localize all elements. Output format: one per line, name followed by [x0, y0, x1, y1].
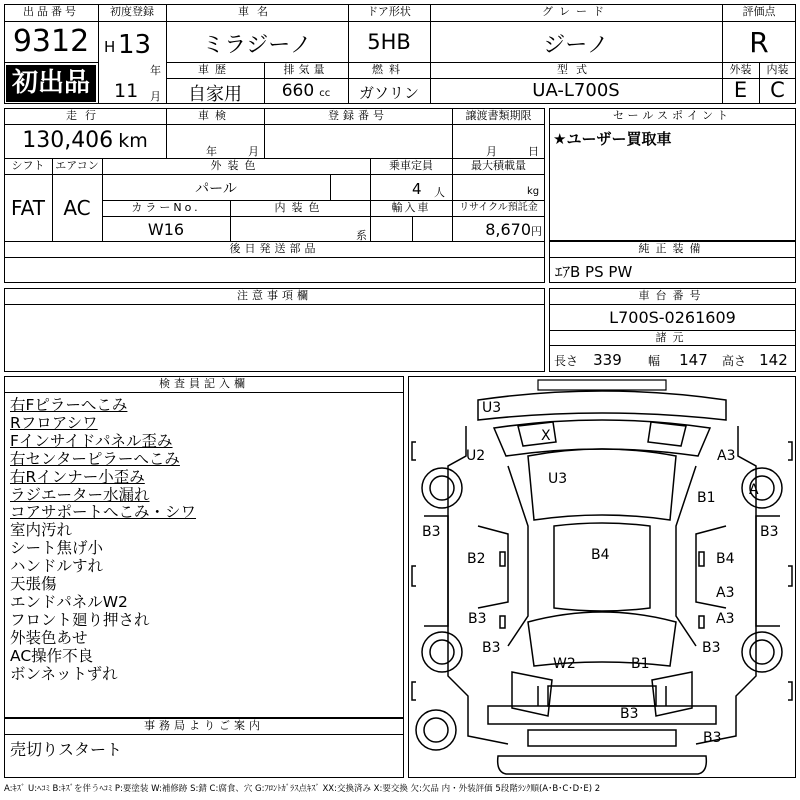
shift-label: シフト: [11, 159, 45, 172]
notes-label: 注意事項欄: [237, 289, 312, 302]
mark-b3-lw: B3: [482, 640, 501, 656]
mark-w2: W2: [553, 656, 576, 672]
office-label: 事務局よりご案内: [144, 719, 264, 732]
interior-color-unit: 系: [356, 229, 367, 242]
equipment-text: ｴｱB PS PW: [555, 263, 633, 281]
reg-no-label: 登録番号: [328, 109, 388, 122]
mark-b1-c: B1: [631, 656, 650, 672]
reg-label: 初度登録: [110, 5, 154, 18]
mark-a3-r: A3: [717, 448, 736, 464]
inspector-line: エンドパネルW2: [10, 592, 128, 611]
inspector-label: 検査員記入欄: [159, 377, 249, 390]
legend: A:ｷｽﾞ U:ﾍｺﾐ B:ｷｽﾞを伴うﾍｺﾐ P:要塗装 W:補修跡 S:錆 C:腐食、穴 G:ﾌﾛﾝﾄｶﾞﾗｽ点ｷｽﾞ XX:交換済み X:要交換 欠:欠品 内・外装評価 5段階ﾗﾝｸ順(A･B･C･D･E) 2: [4, 784, 601, 794]
equipment-label: 純正装備: [638, 242, 707, 255]
score: R: [749, 26, 769, 59]
inspector-line: AC操作不良: [10, 646, 94, 665]
door: 5HB: [367, 30, 411, 54]
capacity-value: 4: [412, 180, 422, 198]
spec-width: [648, 350, 718, 369]
lot-no: 9312: [12, 24, 90, 59]
recycle-value: 8,670: [485, 220, 531, 239]
ext-score: E: [733, 78, 748, 102]
recycle: [452, 220, 542, 239]
interior-color-label: 内装色: [274, 201, 326, 214]
insp-year-unit: 年: [206, 145, 217, 158]
mark-b3-bot: B3: [620, 706, 639, 722]
lot-no-label: 出品番号: [23, 5, 79, 18]
int-label: 内装: [766, 63, 789, 76]
inspector-line: 右Rインナー小歪み: [10, 467, 145, 486]
mark-b3-l2: B3: [468, 611, 487, 627]
inspector-line: ラジエーター水漏れ: [10, 485, 150, 504]
mileage-unit: km: [118, 130, 148, 152]
displacement: [264, 81, 348, 101]
color-no-label: カラーNo.: [131, 201, 201, 214]
model-label: 型式: [557, 63, 595, 76]
inspection-label: 車検: [198, 109, 232, 122]
office-text: 売切りスタート: [10, 740, 123, 759]
inspector-line: シート焦げ小: [10, 539, 104, 558]
max-load-label: 最大積載量: [471, 159, 526, 172]
ac-label: エアコン: [55, 159, 99, 172]
model: UA-L700S: [532, 80, 620, 101]
mark-b1-r: B1: [697, 490, 716, 506]
import-label: 輸入車: [391, 201, 431, 214]
transfer-label: 譲渡書類期限: [465, 109, 532, 122]
mark-b3-r: B3: [760, 524, 779, 540]
transfer-day: 日: [528, 145, 539, 158]
car-name: ミラジーノ: [202, 33, 312, 58]
shift: FAT: [10, 196, 45, 220]
mark-a-wheel: A: [749, 482, 759, 498]
width-label: 幅: [648, 354, 661, 368]
spec-label: 諸元: [655, 331, 690, 344]
inspector-line: ハンドルすれ: [10, 557, 104, 576]
reg-era: H: [104, 38, 116, 56]
ac: AC: [63, 196, 91, 220]
inspector-lines: [0, 396, 404, 716]
mark-b3-bot2: B3: [703, 730, 722, 746]
history: 自家用: [188, 84, 242, 105]
grade: ジーノ: [543, 33, 609, 58]
car-name-label: 車名: [238, 5, 276, 18]
inspector-line: 室内汚れ: [10, 521, 73, 540]
inspector-line: 天張傷: [10, 575, 57, 593]
height-label: 高さ: [722, 354, 747, 368]
mark-b3-rw: B3: [702, 640, 721, 656]
mark-b4-c: B4: [591, 547, 610, 563]
later-parts-label: 後日発送部品: [229, 242, 320, 255]
inspector-line: 右Fピラーへこみ: [10, 396, 128, 414]
spec-height: [722, 350, 796, 369]
door-label: ドア形状: [367, 5, 411, 18]
length-value: 339: [593, 351, 622, 369]
insp-month-unit: 月: [248, 145, 259, 158]
mark-a3-r3: A3: [716, 611, 735, 627]
displacement-value: 660: [281, 81, 315, 101]
chassis-label: 車台番号: [638, 289, 707, 302]
fuel: ガソリン: [358, 84, 419, 102]
sales-label: セールスポイント: [612, 109, 732, 122]
inspector-line: ボンネットずれ: [10, 664, 118, 683]
year-unit: 年: [150, 64, 161, 77]
max-load-unit: kg: [527, 186, 540, 197]
mark-b3-l: B3: [422, 524, 441, 540]
mark-b2: B2: [467, 551, 486, 567]
mark-a3-r2: A3: [716, 585, 735, 601]
month-unit: 月: [150, 90, 161, 103]
inspector-line: 外装色あせ: [10, 628, 88, 647]
mileage-label: 走行: [66, 109, 104, 122]
displacement-unit: cc: [319, 88, 331, 99]
reg-year: 13: [118, 30, 152, 60]
sales-text: ★ユーザー買取車: [553, 130, 672, 148]
transfer-month: 月: [486, 145, 497, 158]
inspector-line: Fインサイドパネル歪み: [10, 431, 173, 450]
ext-label: 外装: [729, 63, 752, 76]
mileage: [4, 128, 166, 153]
displacement-label: 排気量: [283, 63, 329, 76]
mark-b4-r: B4: [716, 551, 735, 567]
mark-u2: U2: [466, 448, 486, 464]
mark-u3-top: U3: [482, 400, 502, 416]
inspector-line: 右センターピラーへこみ: [10, 449, 180, 468]
chassis-number: L700S-0261609: [609, 308, 736, 327]
grade-label: グレード: [542, 5, 610, 18]
recycle-unit: 円: [531, 225, 542, 238]
mark-x: X: [541, 428, 551, 444]
inspector-line: Rフロアシワ: [10, 413, 98, 432]
inspector-line: フロント廻り押され: [10, 610, 150, 629]
color-no: W16: [147, 220, 185, 239]
exterior-color-label: 外装色: [210, 159, 262, 172]
capacity-unit: 人: [434, 186, 445, 199]
car-diagram: [408, 376, 796, 778]
width-value: 147: [679, 351, 708, 369]
exterior-color: パール: [195, 181, 237, 197]
reg-month: 11: [114, 80, 139, 102]
inspector-line: コアサポートへこみ・シワ: [10, 503, 197, 522]
fuel-label: 燃料: [372, 63, 406, 76]
score-label: 評価点: [742, 5, 776, 18]
spec-length: [554, 350, 634, 369]
int-score: C: [770, 78, 785, 102]
mark-u3-roof: U3: [548, 471, 568, 487]
height-value: 142: [759, 351, 788, 369]
length-label: 長さ: [554, 354, 579, 368]
history-label: 車歴: [198, 63, 232, 76]
capacity-label: 乗車定員: [389, 159, 433, 172]
mileage-value: 130,406: [22, 128, 114, 153]
first-listing-badge: 初出品: [6, 65, 96, 102]
recycle-label: リサイクル預託金: [459, 202, 538, 213]
